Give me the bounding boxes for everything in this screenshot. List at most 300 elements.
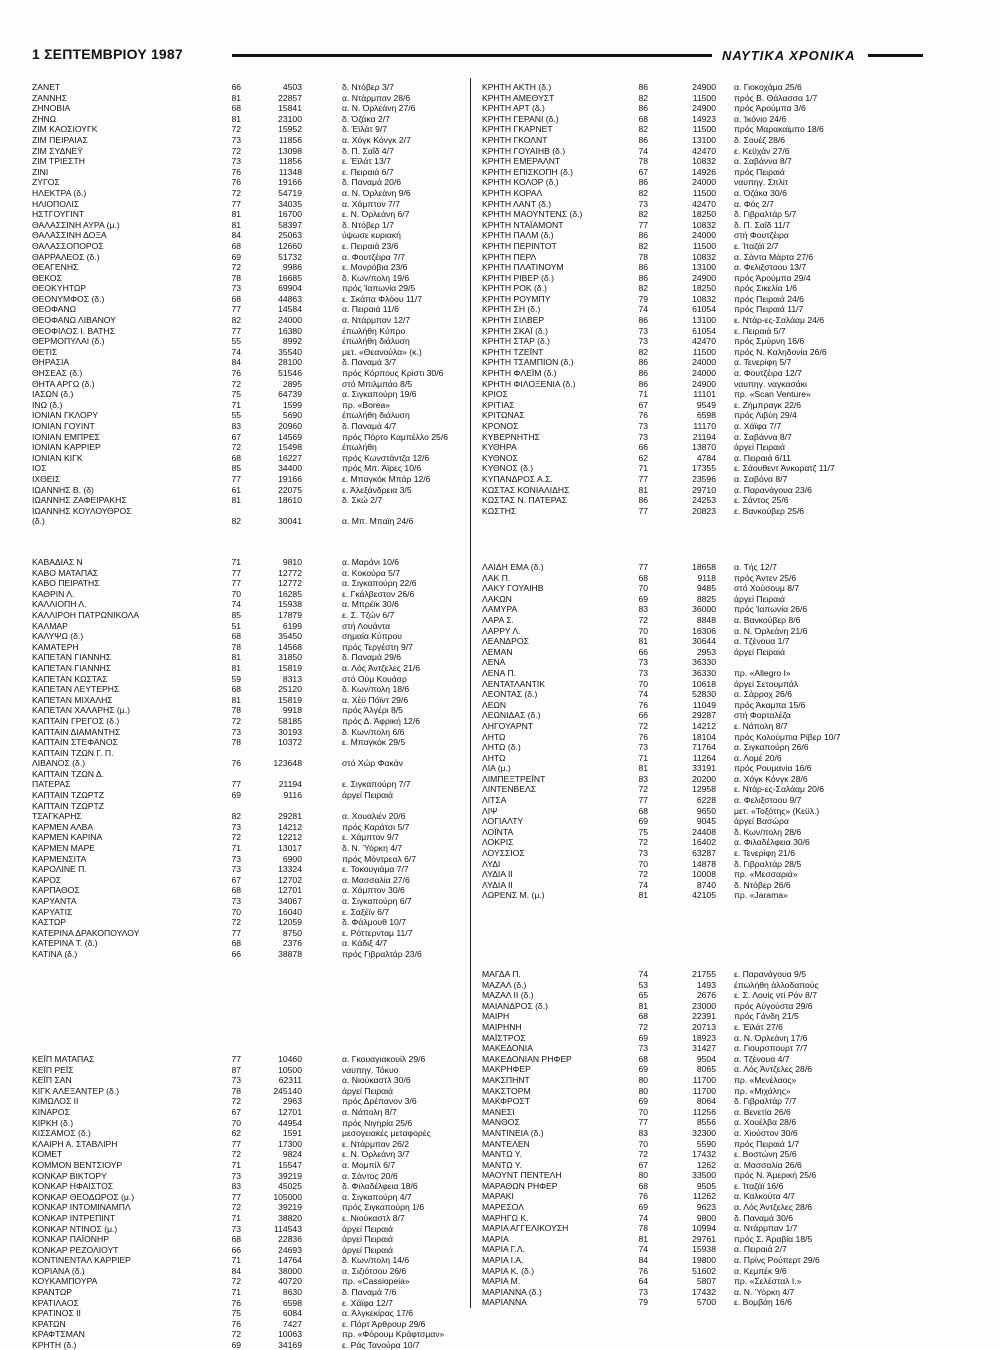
built-year: 81 xyxy=(231,662,241,673)
built-year: 71 xyxy=(231,557,241,567)
ship-name: ΜΑΡΙΑ Ι.Α. xyxy=(482,1255,524,1266)
position: α. Φουτζέιρα 7/7 xyxy=(342,251,406,262)
position: δ. Παναμά 7/6 xyxy=(342,1287,397,1298)
tonnage: 12702 xyxy=(278,874,302,885)
ship-row xyxy=(482,837,922,848)
tonnage: 51602 xyxy=(692,1265,716,1276)
tonnage: 11348 xyxy=(278,166,302,177)
position: στή Λουάντα xyxy=(342,620,391,631)
built-year: 76 xyxy=(638,1265,648,1276)
ship-name: ΚΡΗΤΗ ΓΟΥΑΙΗΒ (δ.) xyxy=(482,145,566,156)
ship-row xyxy=(482,1075,922,1086)
built-year: 86 xyxy=(638,177,648,188)
ship-name: ΚΡΙΤΙΑΣ xyxy=(482,399,515,410)
built-year: 68 xyxy=(231,103,241,114)
tonnage: 9650 xyxy=(696,805,716,816)
built-year: 81 xyxy=(231,92,241,103)
built-year: 70 xyxy=(638,583,648,594)
position: δ. Κων/πολη 19/6 xyxy=(342,272,410,283)
built-year: 82 xyxy=(231,315,241,326)
ship-name: ΚΑΠΕΤΑΝ ΓΙΑΝΝΗΣ xyxy=(32,662,112,673)
ship-row xyxy=(32,516,472,527)
ship-row xyxy=(32,1192,472,1203)
ship-name: ΖΙΜ ΠΕΙΡΑΙΑΣ xyxy=(32,134,88,145)
position: δ. Όζάκα 2/7 xyxy=(342,113,390,124)
tonnage: 10832 xyxy=(692,219,716,230)
ship-row xyxy=(482,1223,922,1234)
ship-row xyxy=(482,1022,922,1033)
ship-row xyxy=(482,1117,922,1128)
ship-name: ΘΕΟΦΑΝΩ xyxy=(32,304,77,315)
ship-name: ΚΡΗΤΗ ΕΜΕΡΑΛΝΤ xyxy=(482,156,561,167)
tonnage: 11700 xyxy=(692,1085,716,1096)
ship-row xyxy=(32,304,472,315)
ship-list-k xyxy=(32,557,472,960)
ship-name: ΚΡΗΤΗ ΡΙΒΕΡ (δ.) xyxy=(482,272,554,283)
built-year: 79 xyxy=(638,293,648,304)
tonnage: 14568 xyxy=(278,641,302,652)
ship-name: ΚΕΪΠ ΡΕΪΣ xyxy=(32,1064,74,1075)
ship-row xyxy=(482,124,922,135)
built-year: 86 xyxy=(638,357,648,368)
ship-row xyxy=(482,1001,922,1012)
built-year: 55 xyxy=(231,410,241,421)
position: ε. Σάντος 25/6 xyxy=(734,495,789,506)
ship-row xyxy=(482,990,922,1001)
position: ε. Ζήμπραγκ 22/6 xyxy=(734,399,802,410)
position: ε. Άλεξάνδρεια 3/5 xyxy=(342,484,412,495)
built-year: 81 xyxy=(231,209,241,220)
position: δ. Παναμά 30/6 xyxy=(734,1212,794,1223)
tonnage: 2376 xyxy=(282,938,302,949)
tonnage: 15498 xyxy=(278,442,302,453)
position: πρός Πειραιά 11/7 xyxy=(734,304,804,315)
position: σημαία Κύπρου xyxy=(342,631,402,642)
position: πρός Σιγκαπούρη 1/6 xyxy=(342,1202,425,1213)
position: πρός Πειραιά 24/6 xyxy=(734,293,804,304)
tonnage: 10832 xyxy=(692,156,716,167)
tonnage: 17300 xyxy=(278,1138,302,1149)
ship-name: ΚΙΝΑΡΟΣ xyxy=(32,1106,70,1117)
tonnage: 1591 xyxy=(282,1128,302,1139)
ship-name: ΙΑΣΩΝ (δ.) xyxy=(32,389,74,400)
tonnage: 17432 xyxy=(692,1286,716,1297)
ship-name: ΖΙΝΙ xyxy=(32,166,49,177)
tonnage: 69904 xyxy=(278,283,302,294)
ship-row xyxy=(482,1181,922,1192)
ship-name: ΚΑΡΜΕΝ ΑΛΒΑ xyxy=(32,821,94,832)
built-year: 73 xyxy=(231,156,241,167)
built-year: 76 xyxy=(638,1191,648,1202)
position: δ. Παναμά 29/6 xyxy=(342,652,402,663)
position: δ. Γιβραλτάρ 28/5 xyxy=(734,858,802,869)
position: ε. Κεϋχάν 27/6 xyxy=(734,145,790,156)
built-year: 74 xyxy=(638,1244,648,1255)
ship-name: ΜΑΡΗΓΩ Κ. xyxy=(482,1212,529,1223)
ship-row xyxy=(482,93,922,104)
ship-list-z xyxy=(32,82,472,527)
built-year: 72 xyxy=(231,124,241,135)
ship-name: ΚΑΡΟΣ xyxy=(32,874,62,885)
position: ε. Έϊλάτ 13/7 xyxy=(342,156,391,167)
tonnage: 14878 xyxy=(692,858,716,869)
built-year: 76 xyxy=(231,177,241,188)
ship-name: ΖΥΓΟΣ xyxy=(32,177,60,188)
ship-row xyxy=(32,885,472,896)
tonnage: 51546 xyxy=(278,368,302,379)
position: α. Γιοκοχάμα 25/6 xyxy=(734,82,802,92)
built-year: 86 xyxy=(638,315,648,326)
ship-name: ΖΗΝΟΒΙΑ xyxy=(32,103,71,114)
ship-name: ΚΡΑΝΤΩΡ xyxy=(32,1287,73,1298)
ship-row xyxy=(482,806,922,817)
position: α. Σιγκαπούρη 6/7 xyxy=(342,896,412,906)
built-year: 72 xyxy=(638,837,648,848)
built-year: 76 xyxy=(638,699,648,710)
ship-name: ΚΑΡΥΑΝΤΑ xyxy=(32,896,77,906)
built-year: 67 xyxy=(231,431,241,442)
built-year: 66 xyxy=(638,710,648,721)
ship-row xyxy=(32,485,472,496)
ship-row xyxy=(482,336,922,347)
ship-row xyxy=(32,843,472,854)
position: ε. Σκάπα Φλόου 11/7 xyxy=(342,293,422,304)
ship-row xyxy=(482,1160,922,1171)
built-year: 77 xyxy=(231,473,241,484)
position: α. Χάμπτον 30/6 xyxy=(342,885,405,896)
ship-name: ΚΑΠΕΤΑΝ ΛΕΥΤΕΡΗΣ xyxy=(32,684,120,695)
ship-row xyxy=(32,1160,472,1171)
built-year: 68 xyxy=(231,293,241,304)
tonnage: 18610 xyxy=(278,495,302,506)
position: α. Κοκούρα 5/7 xyxy=(342,567,401,578)
ship-name: ΚΑΛΥΨΩ (δ.) xyxy=(32,631,84,642)
ship-row xyxy=(482,1096,922,1107)
ship-name: ΚΟΝΚΑΡ ΝΤΙΝΟΣ (μ.) xyxy=(32,1223,118,1234)
tonnage: 24000 xyxy=(692,357,716,368)
ship-name: ΛΑΚΥ ΓΟΥΑΙΗΒ xyxy=(482,583,544,594)
ship-name: ΚΑΠΤΑΙΝ ΣΤΕΦΑΝΟΣ xyxy=(32,737,118,748)
built-year: 78 xyxy=(231,1085,241,1096)
built-year: 73 xyxy=(231,726,241,737)
ship-row xyxy=(482,262,922,273)
ship-row xyxy=(482,753,922,764)
built-year: 62 xyxy=(638,452,648,463)
ship-name: ΛΕΝΑ xyxy=(482,657,506,668)
ship-name: ΙΟΣ xyxy=(32,463,47,474)
built-year: 72 xyxy=(231,1096,241,1107)
built-year: 77 xyxy=(231,578,241,589)
header-rule-left xyxy=(232,54,712,57)
tonnage: 22857 xyxy=(278,92,302,103)
tonnage: 11856 xyxy=(278,156,302,167)
built-year: 71 xyxy=(231,1159,241,1170)
tonnage: 7427 xyxy=(282,1318,302,1329)
tonnage: 2953 xyxy=(696,646,716,657)
tonnage: 24253 xyxy=(692,495,716,506)
built-year: 72 xyxy=(638,784,648,795)
built-year: 66 xyxy=(638,646,648,657)
position: πρός Τεργέστη 9/7 xyxy=(342,641,413,652)
tonnage: 6598 xyxy=(282,1297,302,1308)
ship-row xyxy=(482,315,922,326)
position: πρός Νιγηρία 25/6 xyxy=(342,1117,413,1128)
ship-row xyxy=(32,273,472,284)
built-year: 72 xyxy=(231,187,241,198)
tonnage: 21194 xyxy=(278,779,302,790)
ship-name: ΚΡΑΤΙΛΑΟΣ xyxy=(32,1297,79,1308)
tonnage: 31427 xyxy=(692,1043,716,1054)
ship-row xyxy=(32,1224,472,1235)
ship-row xyxy=(32,1202,472,1213)
tonnage: 11170 xyxy=(693,421,716,431)
built-year: 66 xyxy=(231,1244,241,1255)
tonnage: 42470 xyxy=(692,145,716,156)
ship-row xyxy=(32,599,472,610)
tonnage: 61054 xyxy=(692,325,716,336)
tonnage: 38820 xyxy=(278,1212,302,1223)
built-year: 86 xyxy=(638,103,648,114)
ship-name: ΚΑΤΕΡΙΝΑ Τ. (δ.) xyxy=(32,938,98,949)
tonnage: 8064 xyxy=(696,1096,716,1107)
ship-name: ΛΗΤΩ (δ.) xyxy=(482,742,521,753)
ship-name: ΛΑΡΡΥ Λ. xyxy=(482,625,521,636)
ship-row xyxy=(482,859,922,870)
tonnage: 245140 xyxy=(273,1085,302,1096)
position: δ. Έϊλάτ 9/7 xyxy=(342,124,388,135)
position: ε. Ίταζάϊ 16/6 xyxy=(734,1180,784,1191)
ship-name: ΚΡΗΤΗ ΤΖΕΪΝΤ xyxy=(482,346,544,357)
ship-row xyxy=(32,82,472,93)
ship-row xyxy=(32,357,472,368)
tonnage: 25120 xyxy=(278,684,302,695)
ship-name: ΛΗΤΩ xyxy=(482,752,506,763)
tonnage: 11256 xyxy=(692,1106,716,1117)
position: μεσογειακές μεταφορές xyxy=(342,1128,431,1139)
ship-name: ΚΟΝΚΑΡ ΘΕΟΔΩΡΟΣ (μ.) xyxy=(32,1191,135,1202)
position: ε. Ρόττερνταμ 11/7 xyxy=(342,927,413,938)
ship-row xyxy=(32,748,472,759)
position: πρός Ν. Καληδονία 26/6 xyxy=(734,346,827,357)
tonnage: 15819 xyxy=(278,694,302,705)
ship-name: ΚΟΝΚΑΡ ΒΙΚΤΟΡΥ xyxy=(32,1170,107,1181)
ship-name: ΚΡΗΤΗ ΕΠΙΣΚΟΠΗ (δ.) xyxy=(482,166,573,177)
ship-name: ΚΥΘΝΟΣ (δ.) xyxy=(482,463,534,474)
built-year: 73 xyxy=(231,283,241,294)
position: πρ. «Μιχάλης» xyxy=(734,1085,791,1096)
ship-row xyxy=(482,400,922,411)
tonnage: 64739 xyxy=(278,389,302,400)
position: ε. Γκάλβεστον 26/6 xyxy=(342,588,415,599)
built-year: 69 xyxy=(638,1032,648,1043)
ship-row xyxy=(482,1287,922,1298)
ship-row xyxy=(32,506,472,517)
ship-name: ΖΑΝΕΤ xyxy=(32,82,61,92)
built-year: 70 xyxy=(231,588,241,599)
ship-name: ΚΡΗΤΗ ΦΙΛΟΞΕΝΙΑ (δ.) xyxy=(482,378,576,389)
built-year: 83 xyxy=(638,773,648,784)
ship-row xyxy=(32,1329,472,1340)
tonnage: 24000 xyxy=(692,368,716,379)
built-year: 70 xyxy=(638,858,648,869)
position: ε. Χάϊφα 12/7 xyxy=(342,1297,393,1308)
position: α. Κεμπέκ 9/6 xyxy=(734,1265,787,1276)
ship-name: ΚΑΠΤΑΙΝ ΤΖΩΡΤΖ xyxy=(32,800,104,811)
ship-row xyxy=(32,1096,472,1107)
built-year: 77 xyxy=(638,795,648,806)
ship-name: ΛΑΙΔΗ ΕΜΑ (δ.) xyxy=(482,562,544,572)
position: δ. Ντόβερ 1/7 xyxy=(342,219,394,230)
position: α. Όζάκα 30/6 xyxy=(734,187,787,198)
ship-row xyxy=(32,252,472,263)
built-year: 68 xyxy=(638,572,648,583)
ship-name: ΚΥΘΗΡΑ xyxy=(482,442,517,453)
tonnage: 38000 xyxy=(278,1265,302,1276)
ship-name: ΚΡΗΤΗ ΑΜΕΘΥΣΤ xyxy=(482,92,555,103)
tonnage: 30644 xyxy=(692,636,716,647)
ship-name: ΜΑΚΦΡΟΣΤ xyxy=(482,1096,530,1107)
position: πρός Άντεν 25/6 xyxy=(734,572,797,583)
tonnage: 13100 xyxy=(692,262,716,273)
position: πρός Μόντρεαλ 6/7 xyxy=(342,853,417,864)
ship-row xyxy=(32,578,472,589)
built-year: 71 xyxy=(231,399,241,410)
built-year: 85 xyxy=(231,609,241,620)
ship-name: ΚΟΥΚΑΜΠΟΥΡΑ xyxy=(32,1276,98,1287)
tonnage: 14926 xyxy=(692,166,716,177)
ship-row xyxy=(32,199,472,210)
ship-name: ΚΑΛΛΙΡΟΗ ΠΑΤΡΩΝΙΚΟΛΑ xyxy=(32,609,140,620)
position: δ. Ν. Ύόρκη 4/7 xyxy=(342,843,403,854)
built-year: 68 xyxy=(638,1011,648,1022)
tonnage: 5690 xyxy=(282,410,302,421)
position: πρός Μπ. Άϊρες 10/6 xyxy=(342,463,422,474)
ship-row xyxy=(482,657,922,668)
ship-name: ΙΩΑΝΝΗΣ ΖΑΦΕΙΡΑΚΗΣ xyxy=(32,495,127,506)
built-year: 83 xyxy=(638,1127,648,1138)
ship-row xyxy=(32,167,472,178)
tonnage: 36330 xyxy=(692,657,716,668)
ship-row xyxy=(32,663,472,674)
tonnage: 33500 xyxy=(692,1170,716,1181)
built-year: 71 xyxy=(231,1212,241,1223)
ship-name: ΖΙΜ ΣΥΔΝΕΫ xyxy=(32,145,83,156)
ship-row xyxy=(482,1128,922,1139)
built-year: 51 xyxy=(231,620,241,631)
tonnage: 24693 xyxy=(278,1244,302,1255)
tonnage: 8313 xyxy=(282,673,302,684)
tonnage: 13100 xyxy=(692,315,716,326)
built-year: 72 xyxy=(638,869,648,880)
built-year: 81 xyxy=(638,763,648,774)
built-year: 86 xyxy=(638,378,648,389)
tonnage: 5700 xyxy=(696,1297,716,1308)
position: δ. Φάλμουθ 10/7 xyxy=(342,917,407,928)
tonnage: 13100 xyxy=(692,134,716,145)
built-year: 70 xyxy=(638,678,648,689)
tonnage: 29281 xyxy=(278,811,302,822)
ship-name: ΚΙΜΩΛΟΣ ΙΙ xyxy=(32,1096,79,1107)
built-year: 84 xyxy=(231,357,241,368)
built-year: 73 xyxy=(638,431,648,442)
position: ε. Βοστώνη 25/6 xyxy=(734,1149,797,1160)
ship-row xyxy=(482,209,922,220)
position: α. Τζένουα 4/7 xyxy=(734,1053,790,1064)
built-year: 73 xyxy=(231,896,241,906)
tonnage: 123648 xyxy=(273,758,302,769)
ship-row xyxy=(482,679,922,690)
position: πρ. «Borea» xyxy=(342,399,391,410)
tonnage: 1262 xyxy=(696,1159,716,1170)
ship-name: ΜΑΙΡΗΝΗ xyxy=(482,1021,522,1032)
position: πρός Β. Θάλασσα 1/7 xyxy=(734,92,818,103)
built-year: 69 xyxy=(638,1096,648,1107)
tonnage: 22836 xyxy=(278,1234,302,1245)
built-year: 80 xyxy=(638,1074,648,1085)
ship-row xyxy=(482,1149,922,1160)
position: α. Χέϋ Πόϊντ 29/6 xyxy=(342,694,409,705)
ship-row xyxy=(32,209,472,220)
ship-row xyxy=(32,631,472,642)
ship-name: ΚΟΝΚΑΡ ΙΝΤΟΜΙΝΑΜΠΛ xyxy=(32,1202,131,1213)
built-year: 73 xyxy=(638,325,648,336)
ship-list-m xyxy=(482,969,922,1308)
ship-name: ΚΡΗΤΗ ΜΑΟΥΝΤΕΝΣ (δ.) xyxy=(482,209,583,220)
position: α. Ν. Ύόρκη 4/7 xyxy=(734,1286,795,1297)
position: άργεί Πειραιά xyxy=(342,1234,393,1245)
position: α. Φιλαδέλφεια 30/6 xyxy=(734,837,810,848)
position: ε. Χάμπτον 9/7 xyxy=(342,832,399,843)
ship-row xyxy=(32,336,472,347)
position: πρ. «Μεσσαριά» xyxy=(734,869,798,880)
built-year: 72 xyxy=(231,145,241,156)
ship-row xyxy=(32,1118,472,1129)
ship-row xyxy=(32,326,472,337)
built-year: 72 xyxy=(231,442,241,453)
ship-row xyxy=(482,273,922,284)
position: άργεί Σετουμπάλ xyxy=(734,678,799,689)
ship-row xyxy=(482,304,922,315)
ship-row xyxy=(482,604,922,615)
built-year: 74 xyxy=(638,304,648,315)
ship-row xyxy=(32,557,472,568)
tonnage: 18250 xyxy=(692,283,716,294)
built-year: 69 xyxy=(638,816,648,827)
tonnage: 11049 xyxy=(692,699,716,710)
ship-row xyxy=(482,1139,922,1150)
ship-name: ΛΙΑ (μ.) xyxy=(482,763,511,774)
ship-row xyxy=(32,220,472,231)
ship-name: ΚΡΗΤΗ ΠΕΡΙΝΤΟΤ xyxy=(482,240,557,251)
ship-row xyxy=(32,642,472,653)
position: α. Βενετία 26/6 xyxy=(734,1106,791,1117)
ship-name: ΜΑΝΤΙΝΕΙΑ (δ.) xyxy=(482,1127,544,1138)
tonnage: 16402 xyxy=(692,837,716,848)
ship-name: ΚΑΒΟ ΠΕΙΡΑΤΗΣ xyxy=(32,578,100,589)
position: ε. Παρανάγουα 9/5 xyxy=(734,969,806,979)
ship-row xyxy=(32,1234,472,1245)
built-year: 68 xyxy=(231,885,241,896)
position: α. Χιούστον 30/6 xyxy=(734,1127,798,1138)
tonnage: 10372 xyxy=(278,737,302,748)
built-year: 68 xyxy=(638,1053,648,1064)
ship-name: (δ.) xyxy=(32,516,45,527)
position: δ. Παναμά 4/7 xyxy=(342,421,397,431)
built-year: 79 xyxy=(638,1297,648,1308)
ship-row xyxy=(32,949,472,960)
position: α. Ν. Όρλεάνη 27/6 xyxy=(342,103,416,114)
built-year: 72 xyxy=(638,720,648,731)
